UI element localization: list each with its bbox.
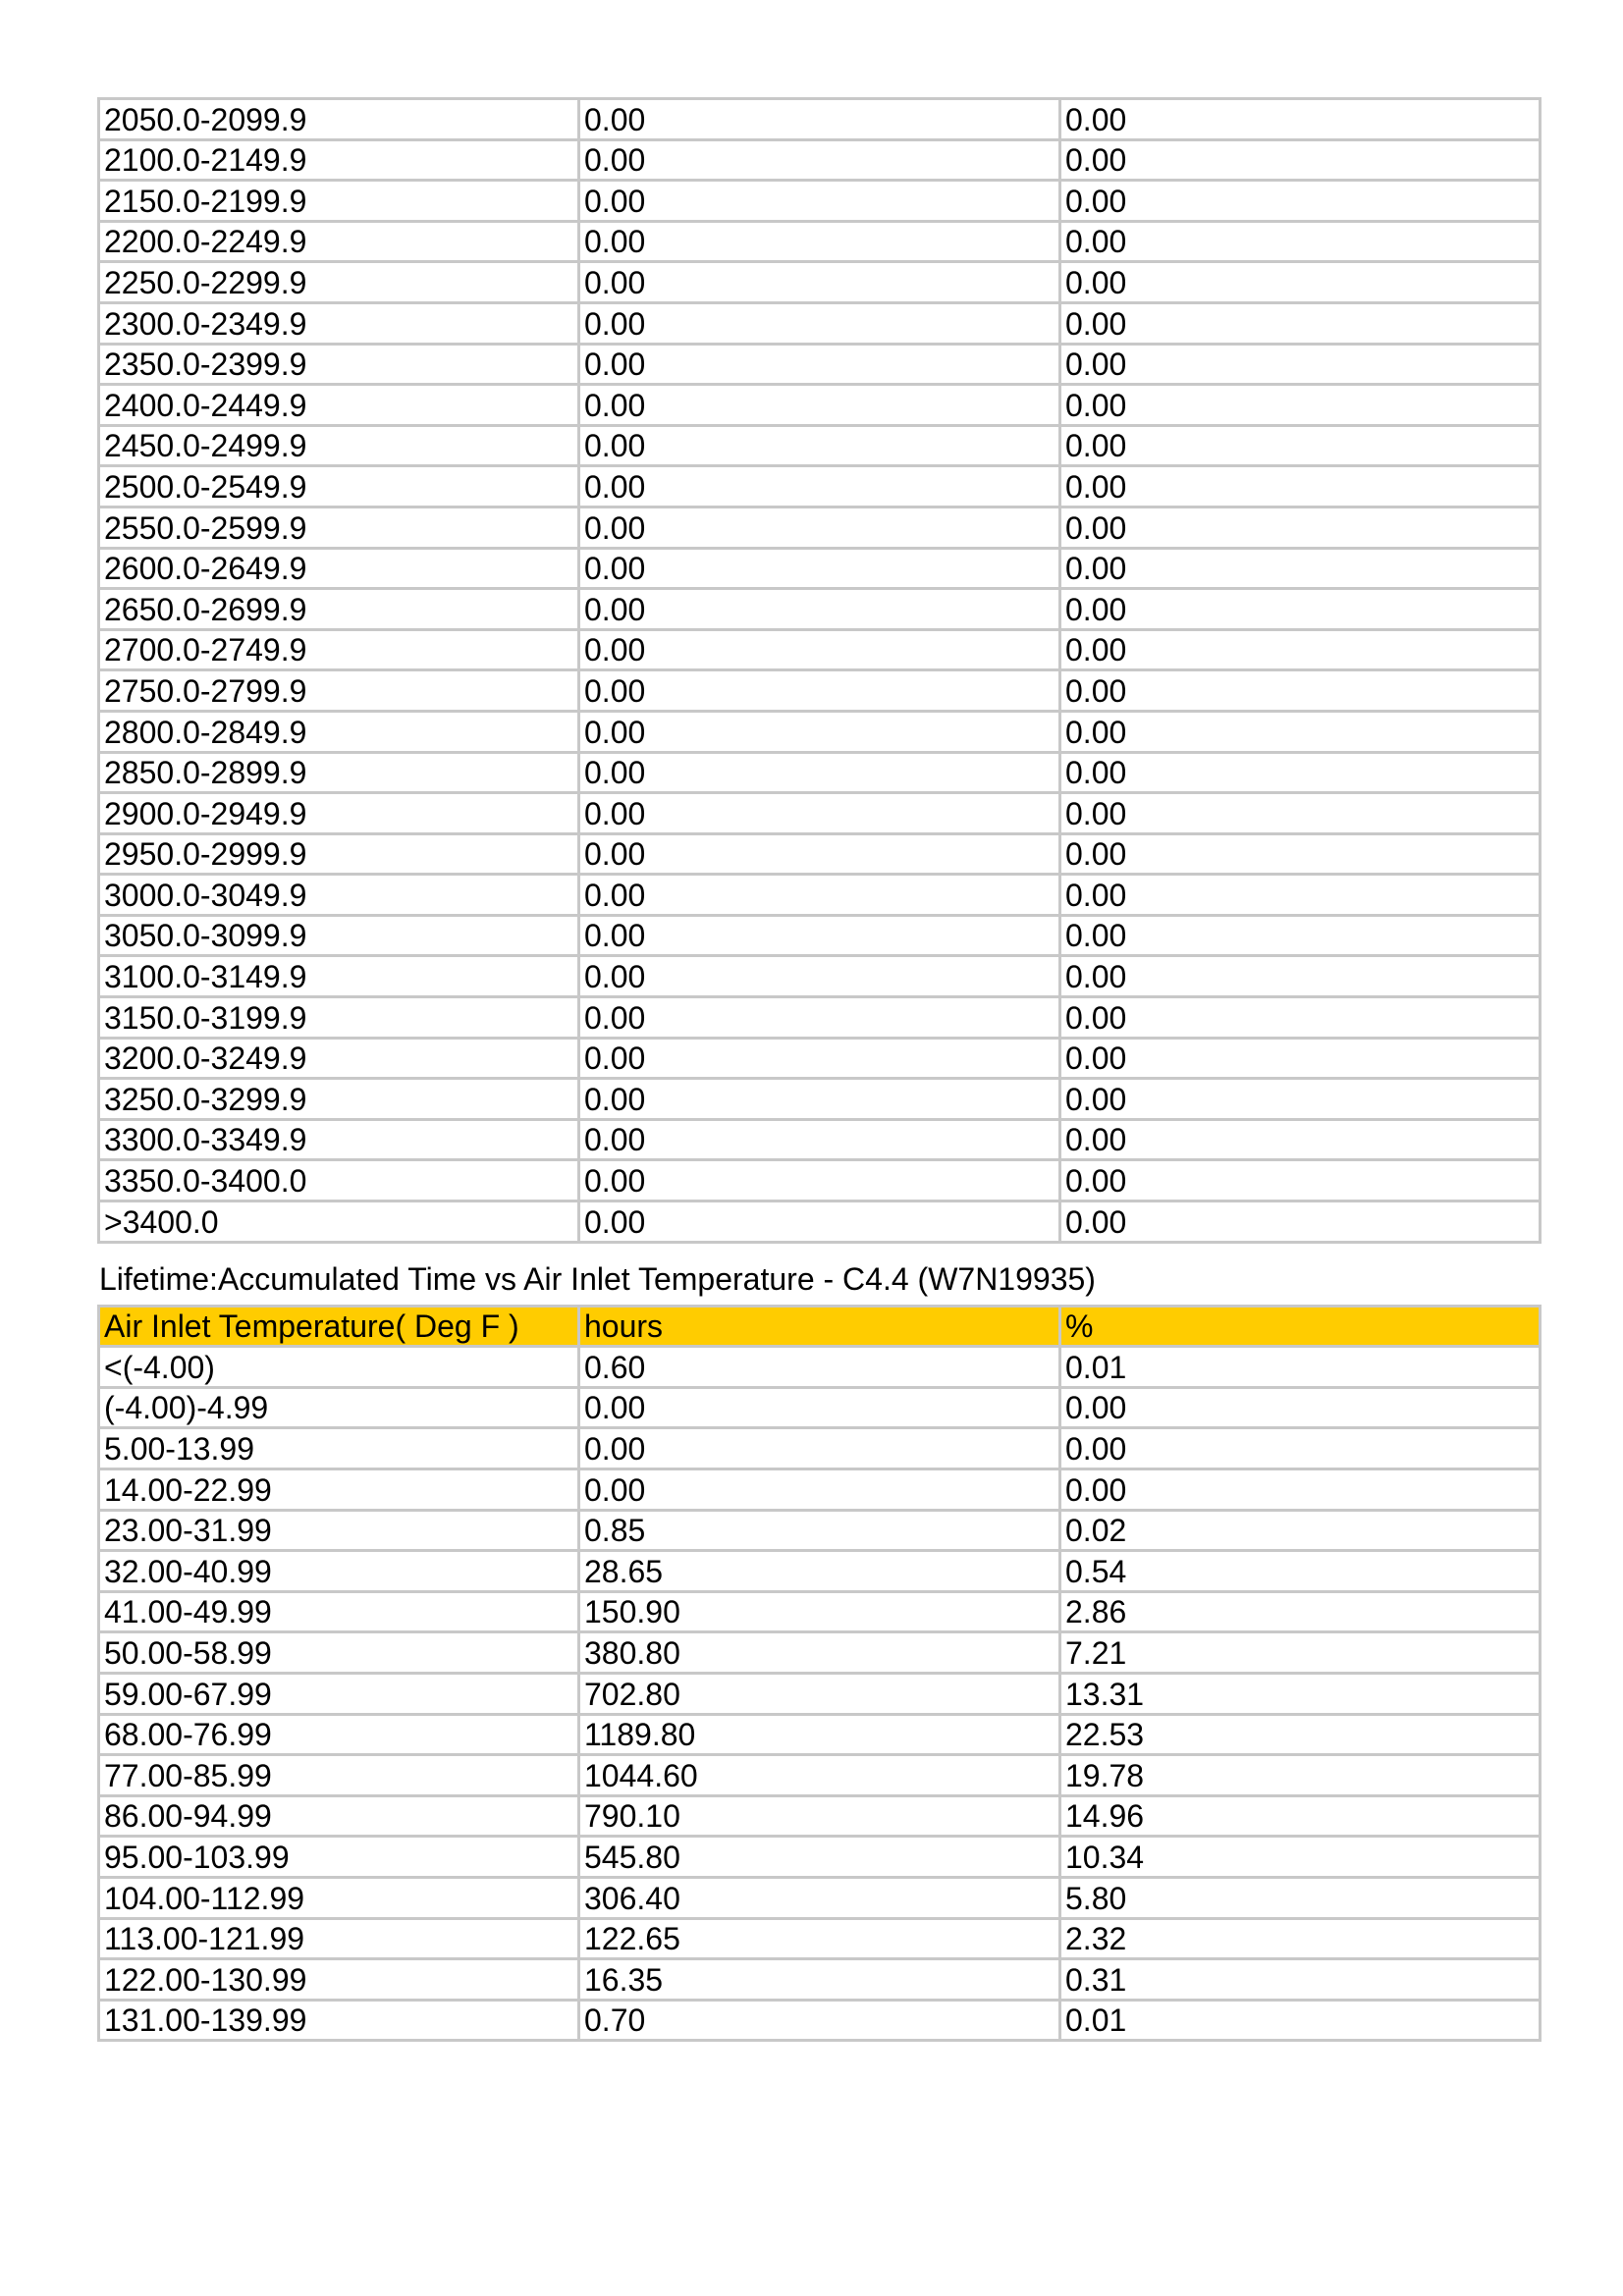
percent-cell: 0.31 (1060, 1959, 1541, 2001)
range-cell: 3250.0-3299.9 (99, 1079, 579, 1120)
value-cell: 0.00 (579, 711, 1060, 752)
table-row (99, 711, 1541, 752)
table-row (99, 915, 1541, 956)
temperature-range-cell: 113.00-121.99 (99, 1918, 579, 1959)
table-row (99, 344, 1541, 385)
value-cell: 0.00 (579, 752, 1060, 793)
table-row (99, 1038, 1541, 1079)
value-cell: 0.00 (1060, 1160, 1541, 1201)
table-row (99, 1551, 1541, 1592)
hours-cell: 1044.60 (579, 1755, 1060, 1796)
table-row (99, 1918, 1541, 1959)
temperature-range-cell: 23.00-31.99 (99, 1510, 579, 1551)
table-row (99, 1877, 1541, 1918)
range-cell: 2200.0-2249.9 (99, 221, 579, 262)
table-row (99, 1591, 1541, 1632)
value-cell: 0.00 (579, 915, 1060, 956)
header-cell-hours: hours (579, 1306, 1060, 1347)
table-row (99, 262, 1541, 303)
range-cell: 2600.0-2649.9 (99, 548, 579, 589)
percent-cell: 0.00 (1060, 1428, 1541, 1469)
table-row (99, 1347, 1541, 1388)
range-cell: 2450.0-2499.9 (99, 425, 579, 466)
percent-cell: 0.02 (1060, 1510, 1541, 1551)
hours-cell: 0.00 (579, 1387, 1060, 1428)
percent-cell: 0.54 (1060, 1551, 1541, 1592)
value-cell: 0.00 (1060, 1038, 1541, 1079)
hours-cell: 150.90 (579, 1591, 1060, 1632)
value-cell: 0.00 (1060, 1201, 1541, 1243)
value-cell: 0.00 (1060, 139, 1541, 181)
table-row (99, 1755, 1541, 1796)
table-row (99, 1428, 1541, 1469)
range-cell: 2150.0-2199.9 (99, 181, 579, 222)
hours-cell: 0.85 (579, 1510, 1060, 1551)
percent-cell: 0.01 (1060, 2000, 1541, 2041)
table-row (99, 956, 1541, 997)
table-row (99, 1837, 1541, 1878)
value-cell: 0.00 (579, 302, 1060, 344)
hours-cell: 16.35 (579, 1959, 1060, 2001)
percent-cell: 0.00 (1060, 1387, 1541, 1428)
percent-cell: 0.00 (1060, 1469, 1541, 1511)
value-cell: 0.00 (579, 997, 1060, 1039)
temperature-range-cell: 86.00-94.99 (99, 1795, 579, 1837)
value-cell: 0.00 (1060, 793, 1541, 834)
value-cell: 0.00 (1060, 752, 1541, 793)
table-row (99, 466, 1541, 507)
temperature-range-cell: 104.00-112.99 (99, 1877, 579, 1918)
value-cell: 0.00 (1060, 181, 1541, 222)
value-cell: 0.00 (579, 139, 1060, 181)
range-cell: 2400.0-2449.9 (99, 385, 579, 426)
value-cell: 0.00 (579, 1079, 1060, 1120)
value-cell: 0.00 (1060, 425, 1541, 466)
range-cell: 2750.0-2799.9 (99, 670, 579, 712)
value-cell: 0.00 (579, 344, 1060, 385)
air-inlet-temperature-table (97, 1305, 1542, 2043)
value-cell: 0.00 (579, 221, 1060, 262)
table-row (99, 793, 1541, 834)
value-cell: 0.00 (579, 956, 1060, 997)
table-row (99, 833, 1541, 875)
value-cell: 0.00 (579, 1201, 1060, 1243)
value-cell: 0.00 (1060, 507, 1541, 548)
header-cell-temperature: Air Inlet Temperature( Deg F ) (99, 1306, 579, 1347)
hours-cell: 545.80 (579, 1837, 1060, 1878)
temperature-range-cell: 41.00-49.99 (99, 1591, 579, 1632)
value-cell: 0.00 (1060, 548, 1541, 589)
value-cell: 0.00 (579, 385, 1060, 426)
hours-cell: 0.60 (579, 1347, 1060, 1388)
value-cell: 0.00 (1060, 833, 1541, 875)
range-cell: 3000.0-3049.9 (99, 875, 579, 916)
range-cell: 2800.0-2849.9 (99, 711, 579, 752)
range-cell: 2850.0-2899.9 (99, 752, 579, 793)
percent-cell: 2.86 (1060, 1591, 1541, 1632)
table-row (99, 997, 1541, 1039)
hours-cell: 122.65 (579, 1918, 1060, 1959)
table-row (99, 548, 1541, 589)
value-cell: 0.00 (579, 425, 1060, 466)
range-cell: 3200.0-3249.9 (99, 1038, 579, 1079)
hours-cell: 0.00 (579, 1428, 1060, 1469)
value-cell: 0.00 (1060, 915, 1541, 956)
table-header-row (99, 1306, 1541, 1347)
value-cell: 0.00 (1060, 670, 1541, 712)
percent-cell: 19.78 (1060, 1755, 1541, 1796)
table-row (99, 1632, 1541, 1674)
value-cell: 0.00 (1060, 221, 1541, 262)
hours-cell: 790.10 (579, 1795, 1060, 1837)
range-cell: 2050.0-2099.9 (99, 99, 579, 140)
value-cell: 0.00 (1060, 1119, 1541, 1160)
table-row (99, 302, 1541, 344)
table-row (99, 385, 1541, 426)
hours-cell: 306.40 (579, 1877, 1060, 1918)
table-row (99, 1673, 1541, 1714)
value-cell: 0.00 (1060, 629, 1541, 670)
value-cell: 0.00 (579, 833, 1060, 875)
range-cell: 2700.0-2749.9 (99, 629, 579, 670)
value-cell: 0.00 (579, 1160, 1060, 1201)
value-cell: 0.00 (1060, 956, 1541, 997)
hours-cell: 0.00 (579, 1469, 1060, 1511)
table-row (99, 1079, 1541, 1120)
temperature-range-cell: 32.00-40.99 (99, 1551, 579, 1592)
table-row (99, 1795, 1541, 1837)
table-row (99, 221, 1541, 262)
air-inlet-temperature-table-body (99, 1306, 1541, 2041)
value-cell: 0.00 (1060, 1079, 1541, 1120)
table-row (99, 589, 1541, 630)
range-cell: >3400.0 (99, 1201, 579, 1243)
temperature-range-cell: <(-4.00) (99, 1347, 579, 1388)
percent-cell: 10.34 (1060, 1837, 1541, 1878)
range-cell: 3150.0-3199.9 (99, 997, 579, 1039)
value-cell: 0.00 (1060, 589, 1541, 630)
value-cell: 0.00 (1060, 711, 1541, 752)
hours-cell: 702.80 (579, 1673, 1060, 1714)
temperature-range-cell: 77.00-85.99 (99, 1755, 579, 1796)
temperature-range-cell: 50.00-58.99 (99, 1632, 579, 1674)
percent-cell: 7.21 (1060, 1632, 1541, 1674)
percent-cell: 5.80 (1060, 1877, 1541, 1918)
value-cell: 0.00 (579, 507, 1060, 548)
temperature-range-cell: 59.00-67.99 (99, 1673, 579, 1714)
table-row (99, 2000, 1541, 2041)
value-cell: 0.00 (1060, 344, 1541, 385)
hours-cell: 1189.80 (579, 1714, 1060, 1755)
percent-cell: 2.32 (1060, 1918, 1541, 1959)
temperature-range-cell: 95.00-103.99 (99, 1837, 579, 1878)
value-cell: 0.00 (1060, 302, 1541, 344)
value-cell: 0.00 (1060, 875, 1541, 916)
percent-cell: 14.96 (1060, 1795, 1541, 1837)
table-row (99, 139, 1541, 181)
temperature-range-cell: 68.00-76.99 (99, 1714, 579, 1755)
table-row (99, 1714, 1541, 1755)
range-cell: 2100.0-2149.9 (99, 139, 579, 181)
temperature-range-cell: 122.00-130.99 (99, 1959, 579, 2001)
rpm-distribution-table-body (99, 99, 1541, 1243)
temperature-range-cell: 14.00-22.99 (99, 1469, 579, 1511)
rpm-distribution-table (97, 97, 1542, 1244)
value-cell: 0.00 (579, 99, 1060, 140)
table-row (99, 1387, 1541, 1428)
value-cell: 0.00 (1060, 466, 1541, 507)
value-cell: 0.00 (579, 1119, 1060, 1160)
range-cell: 3100.0-3149.9 (99, 956, 579, 997)
table-row (99, 875, 1541, 916)
value-cell: 0.00 (1060, 997, 1541, 1039)
range-cell: 3300.0-3349.9 (99, 1119, 579, 1160)
table-row (99, 425, 1541, 466)
table-row (99, 752, 1541, 793)
table-row (99, 1160, 1541, 1201)
range-cell: 2350.0-2399.9 (99, 344, 579, 385)
document-page (97, 97, 1534, 2042)
table-row (99, 1119, 1541, 1160)
percent-cell: 13.31 (1060, 1673, 1541, 1714)
value-cell: 0.00 (579, 548, 1060, 589)
temperature-range-cell: 5.00-13.99 (99, 1428, 579, 1469)
air-inlet-temperature-section-title: Lifetime:Accumulated Time vs Air Inlet Temperature - C4.4 (W7N19935) (99, 1260, 1096, 1297)
value-cell: 0.00 (579, 670, 1060, 712)
percent-cell: 0.01 (1060, 1347, 1541, 1388)
range-cell: 3050.0-3099.9 (99, 915, 579, 956)
temperature-range-cell: (-4.00)-4.99 (99, 1387, 579, 1428)
table-row (99, 99, 1541, 140)
table-row (99, 1959, 1541, 2001)
table-row (99, 1469, 1541, 1511)
range-cell: 2950.0-2999.9 (99, 833, 579, 875)
value-cell: 0.00 (579, 629, 1060, 670)
value-cell: 0.00 (1060, 385, 1541, 426)
table-row (99, 1201, 1541, 1243)
range-cell: 2250.0-2299.9 (99, 262, 579, 303)
value-cell: 0.00 (579, 466, 1060, 507)
hours-cell: 380.80 (579, 1632, 1060, 1674)
range-cell: 2300.0-2349.9 (99, 302, 579, 344)
value-cell: 0.00 (579, 181, 1060, 222)
table-row (99, 1510, 1541, 1551)
range-cell: 2500.0-2549.9 (99, 466, 579, 507)
header-cell-percent: % (1060, 1306, 1541, 1347)
value-cell: 0.00 (579, 589, 1060, 630)
range-cell: 2650.0-2699.9 (99, 589, 579, 630)
table-row (99, 507, 1541, 548)
hours-cell: 0.70 (579, 2000, 1060, 2041)
value-cell: 0.00 (579, 1038, 1060, 1079)
table-row (99, 670, 1541, 712)
table-row (99, 181, 1541, 222)
range-cell: 3350.0-3400.0 (99, 1160, 579, 1201)
range-cell: 2900.0-2949.9 (99, 793, 579, 834)
percent-cell: 22.53 (1060, 1714, 1541, 1755)
value-cell: 0.00 (1060, 262, 1541, 303)
temperature-range-cell: 131.00-139.99 (99, 2000, 579, 2041)
value-cell: 0.00 (579, 793, 1060, 834)
value-cell: 0.00 (579, 875, 1060, 916)
value-cell: 0.00 (1060, 99, 1541, 140)
range-cell: 2550.0-2599.9 (99, 507, 579, 548)
hours-cell: 28.65 (579, 1551, 1060, 1592)
table-row (99, 629, 1541, 670)
value-cell: 0.00 (579, 262, 1060, 303)
